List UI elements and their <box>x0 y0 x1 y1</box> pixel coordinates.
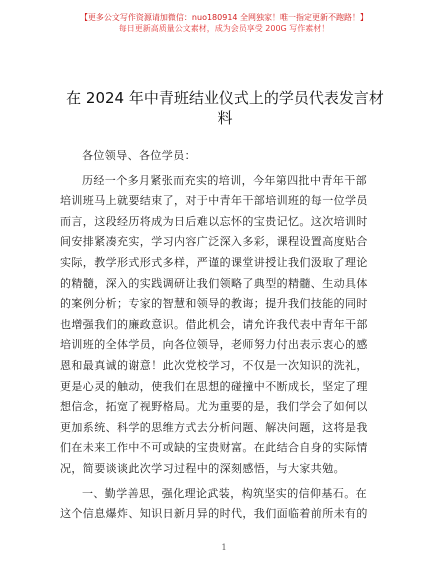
promo-line-2: 每日更新高质量公文素材，成为会员享受 200G 写作素材！ <box>118 24 330 33</box>
text-line: 实际，教学形式形式多样，严谨的课堂讲授让我们汲取了理论 <box>60 255 368 269</box>
text-line: 一、勤学善思，强化理论武装，构筑坚实的信仰基石。在 <box>82 486 367 500</box>
text-line: 历经一个多月紧张而充实的培训，今年第四批中青年干部 <box>82 173 367 187</box>
promo-line-1: 【更多公文写作资源请加微信：nuo180914 全网独家！唯一指定更新不跑路！】 <box>79 13 369 22</box>
page-number: 1 <box>221 543 227 552</box>
text-line: 想信念，拓宽了视野格局。尤为重要的是，我们学会了如何以 <box>60 400 368 414</box>
text-line: 况，简要谈谈此次学习过程中的深刻感悟，与大家共勉。 <box>60 461 345 475</box>
text-line: 们在未来工作中不可或缺的宝贵财富。在此结合自身的实际情 <box>60 441 368 455</box>
text-line: 也增强我们的廉政意识。借此机会，请允许我代表中青年干部 <box>60 317 368 331</box>
text-line: 更是心灵的触动，使我们在思想的碰撞中不断成长，坚定了理 <box>60 379 368 393</box>
text-line: 培训班的全体学员，向各位领导，老师努力付出表示衷心的感 <box>60 338 368 352</box>
text-line: 的精髓，深入的实践调研让我们领略了典型的精髓、生动具体 <box>60 276 368 290</box>
text-line: 而言，这段经历将成为日后难以忘怀的宝贵记忆。这次培训时 <box>60 214 368 228</box>
paragraph-1 <box>60 171 390 480</box>
paragraph-2 <box>60 484 390 525</box>
document-title <box>60 88 390 128</box>
text-line: 恩和最真诚的谢意！此次党校学习，不仅是一次知识的洗礼， <box>60 358 368 372</box>
document-body <box>60 146 390 525</box>
text-line: 更加系统、科学的思维方式去分析问题、解决问题，这将是我 <box>60 420 368 434</box>
promo-banner <box>0 12 448 34</box>
text-line: 这个信息爆炸、知识日新月异的时代，我们面临着前所未有的 <box>60 507 368 521</box>
text-line: 培训班马上就要结束了，对于中青年干部培训班的每一位学员 <box>60 194 368 208</box>
text-line: 间安排紧凑充实，学习内容广泛深入多彩，课程设置高度贴合 <box>60 235 368 249</box>
title-line-2: 料 <box>217 109 233 127</box>
text-line: 的案例分析；专家的智慧和领导的教诲；提升我们技能的同时 <box>60 297 368 311</box>
title-line-1: 在 2024 年中青班结业仪式上的学员代表发言材 <box>66 89 384 107</box>
greeting: 各位领导、各位学员： <box>82 149 196 162</box>
